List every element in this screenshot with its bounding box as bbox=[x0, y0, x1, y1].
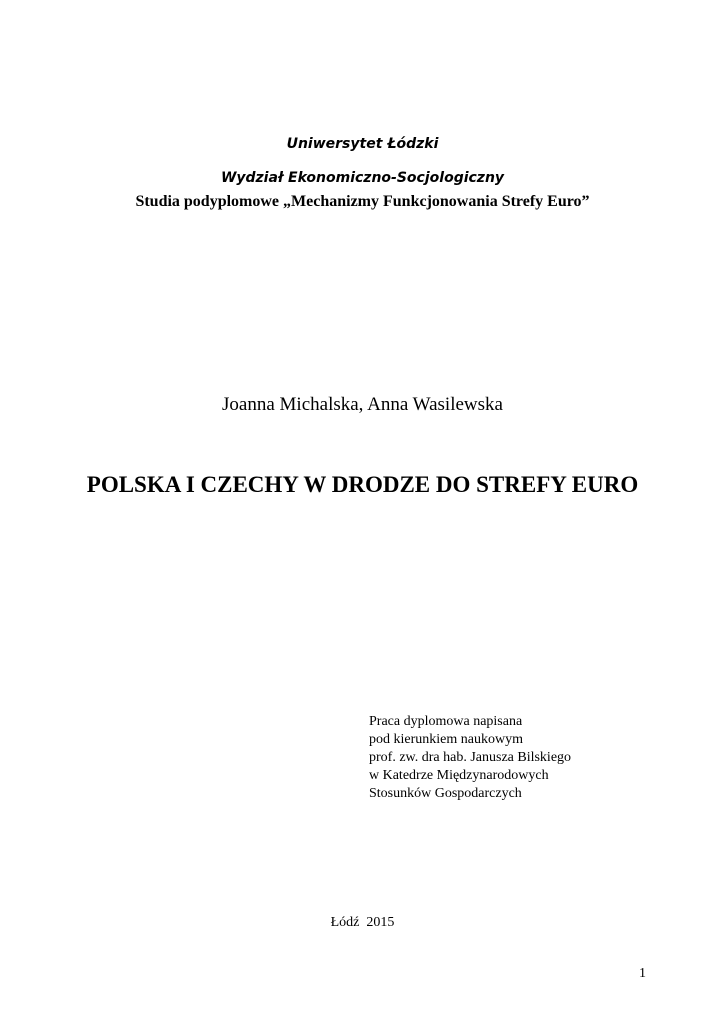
page-number: 1 bbox=[639, 966, 646, 981]
authors: Joanna Michalska, Anna Wasilewska bbox=[222, 394, 503, 415]
studies-name: Studia podyplomowe „Mechanizmy Funkcjonowania Strefy Euro” bbox=[135, 193, 590, 210]
university-name: Uniwersytet Łódzki bbox=[286, 136, 439, 152]
place-date: Łódź 2015 bbox=[330, 915, 395, 930]
thesis-title: POLSKA I CZECHY W DRODZE DO STREFY EURO bbox=[86, 472, 639, 497]
faculty-name: Wydział Ekonomiczno-Socjologiczny bbox=[220, 170, 505, 186]
thesis-info-block bbox=[369, 713, 571, 803]
thesis-info-line: w Katedrze Międzynarodowych bbox=[369, 768, 549, 783]
thesis-info-line: pod kierunkiem naukowym bbox=[369, 732, 523, 747]
thesis-info-line: Praca dyplomowa napisana bbox=[369, 714, 523, 729]
thesis-info-line: prof. zw. dra hab. Janusza Bilskiego bbox=[369, 750, 572, 765]
thesis-info-line: Stosunków Gospodarczych bbox=[369, 786, 522, 801]
